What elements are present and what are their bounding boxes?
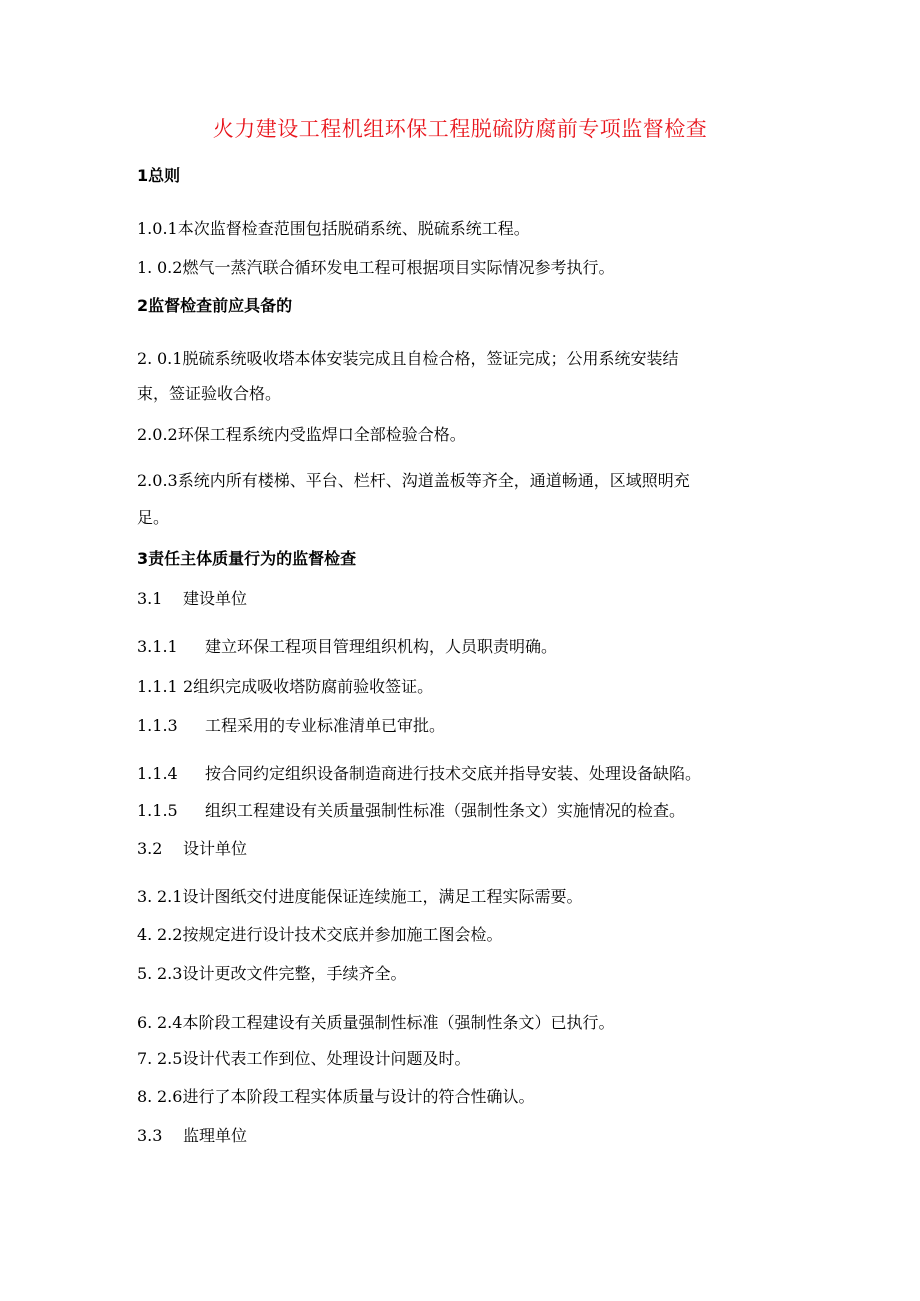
item-text: 2组织完成吸收塔防腐前验收签证。 [183, 677, 434, 696]
list-item [137, 1010, 614, 1033]
clause-number: 1. [137, 258, 153, 277]
subsection-3-1 [137, 586, 247, 609]
item-number: 6. [137, 1013, 153, 1032]
item-text: 2.2按规定进行设计技术交底并参加施工图会检。 [157, 925, 503, 944]
item-text: 组织工程建设有关质量强制性标准（强制性条文）实施情况的检查。 [205, 801, 686, 820]
item-number: 8. [137, 1087, 153, 1106]
item-number: 1.1.3 [137, 716, 178, 735]
list-item [137, 798, 685, 821]
item-text: 建立环保工程项目管理组织机构，人员职责明确。 [205, 637, 558, 656]
subsection-number: 3.3 [137, 1126, 163, 1145]
clause-1-0-1: 1.0.1本次监督检查范围包括脱硝系统、脱硫系统工程。 [137, 219, 530, 238]
item-text: 按合同约定组织设备制造商进行技术交底并指导安装、处理设备缺陷。 [205, 764, 702, 783]
clause-1-0-2 [137, 255, 614, 278]
clause-number: 2. [137, 349, 153, 368]
clause-2-0-3: 2.0.3系统内所有楼梯、平台、栏杆、沟道盖板等齐全，通道畅通，区域照明充 [137, 471, 690, 490]
subsection-title: 设计单位 [183, 839, 248, 858]
list-item [137, 1046, 470, 1069]
section-heading-3: 3责任主体质量行为的监督检查 [137, 549, 357, 568]
list-item [137, 761, 701, 784]
subsection-number: 3.1 [137, 589, 163, 608]
item-number: 4. [137, 925, 153, 944]
subsection-3-2 [137, 836, 247, 859]
list-item [137, 922, 502, 945]
clause-text: 0.2燃气一蒸汽联合循环发电工程可根据项目实际情况参考执行。 [157, 258, 615, 277]
item-number: 7. [137, 1049, 153, 1068]
item-text: 2.4本阶段工程建设有关质量强制性标准（强制性条文）已执行。 [157, 1013, 615, 1032]
section-heading-1: 1总则 [137, 166, 181, 185]
list-item [137, 1084, 534, 1107]
subsection-title: 监理单位 [183, 1126, 248, 1145]
item-text: 2.5设计代表工作到位、处理设计问题及时。 [157, 1049, 471, 1068]
section-heading-2: 2监督检查前应具备的 [137, 296, 293, 315]
list-item [137, 961, 406, 984]
item-number: 5. [137, 964, 153, 983]
item-number: 1.1.1 [137, 677, 178, 696]
item-number: 3. [137, 887, 153, 906]
item-number: 3.1.1 [137, 637, 178, 656]
clause-2-0-2: 2.0.2环保工程系统内受监焊口全部检验合格。 [137, 425, 466, 444]
item-text: 2.3设计更改文件完整，手续齐全。 [157, 964, 407, 983]
item-text: 工程采用的专业标准清单已审批。 [205, 716, 446, 735]
item-text: 2.1设计图纸交付进度能保证连续施工，满足工程实际需要。 [157, 887, 583, 906]
list-item [137, 634, 557, 657]
list-item [137, 884, 582, 907]
list-item [137, 674, 433, 697]
clause-2-0-3-continued: 足。 [137, 508, 170, 527]
subsection-title: 建设单位 [183, 589, 248, 608]
list-item [137, 713, 445, 736]
document-title: 火力建设工程机组环保工程脱硫防腐前专项监督检查 [212, 117, 708, 141]
item-number: 1.1.5 [137, 801, 178, 820]
clause-2-0-1 [137, 346, 678, 369]
item-number: 1.1.4 [137, 764, 178, 783]
subsection-number: 3.2 [137, 839, 163, 858]
clause-2-0-1-continued: 束，签证验收合格。 [137, 384, 282, 403]
clause-text: 0.1脱硫系统吸收塔本体安装完成且自检合格，签证完成；公用系统安装结 [157, 349, 679, 368]
subsection-3-3 [137, 1123, 247, 1146]
item-text: 2.6进行了本阶段工程实体质量与设计的符合性确认。 [157, 1087, 535, 1106]
